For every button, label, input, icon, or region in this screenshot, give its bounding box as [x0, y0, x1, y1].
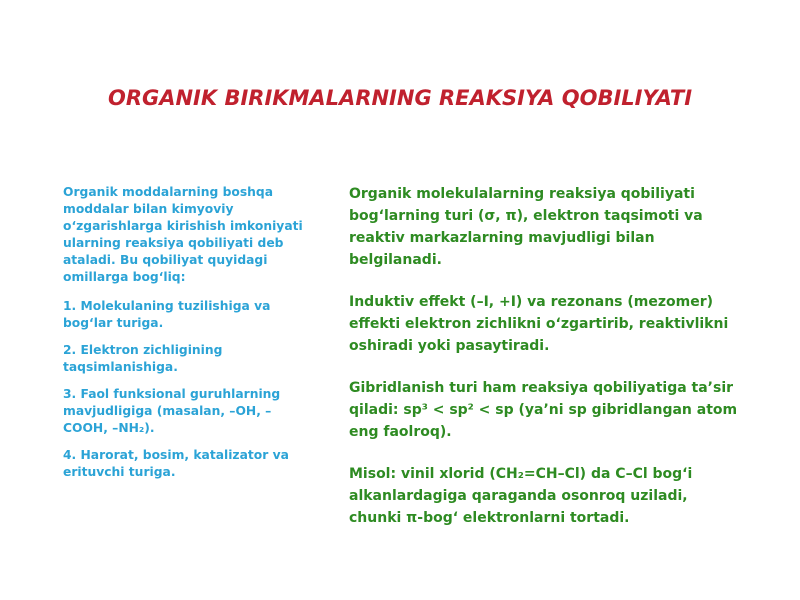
right-paragraph: Misol: vinil xlorid (CH₂=CH–Cl) da C–Cl bog‘i alkanlardagiga qaraganda osonroq uziladi, chunki π-bog‘ elektronlarni tortadi.	[349, 466, 693, 526]
left-list-item: 3. Faol funksional guruhlarning mavjudligiga (masalan, –OH, –COOH, –NH₂).	[63, 387, 281, 435]
slide-title: ORGANIK BIRIKMALARNING REAKSIYA QOBILIYATI	[107, 86, 693, 110]
right-paragraph: Induktiv effekt (–I, +I) va rezonans (mezomer) effekti elektron zichlikni o‘zgartirib, reaktivlikni oshiradi yoki pasaytiradi.	[349, 294, 729, 354]
right-paragraph: Gibridlanish turi ham reaksiya qobiliyatiga ta’sir qiladi: sp³ < sp² < sp (ya’ni sp gibridlangan atom eng faolroq).	[349, 380, 738, 440]
left-column	[63, 184, 313, 491]
left-list-item: 4. Harorat, bosim, katalizator va erituvchi turiga.	[63, 448, 289, 479]
left-list-item: 2. Elektron zichligining taqsimlanishiga.	[63, 343, 223, 374]
left-list-item: 1. Molekulaning tuzilishiga va bog‘lar turiga.	[63, 299, 271, 330]
right-column	[349, 183, 744, 549]
left-intro: Organik moddalarning boshqa moddalar bilan kimyoviy o‘zgarishlarga kirishish imkoniyati ularning reaksiya qobiliyati deb ataladi. Bu qobiliyat quyidagi omillarga bog‘liq:	[63, 185, 303, 284]
right-paragraph: Organik molekulalarning reaksiya qobiliyati bog‘larning turi (σ, π), elektron taqsimoti va reaktiv markazlarning mavjudligi bilan belgilanadi.	[349, 186, 703, 268]
